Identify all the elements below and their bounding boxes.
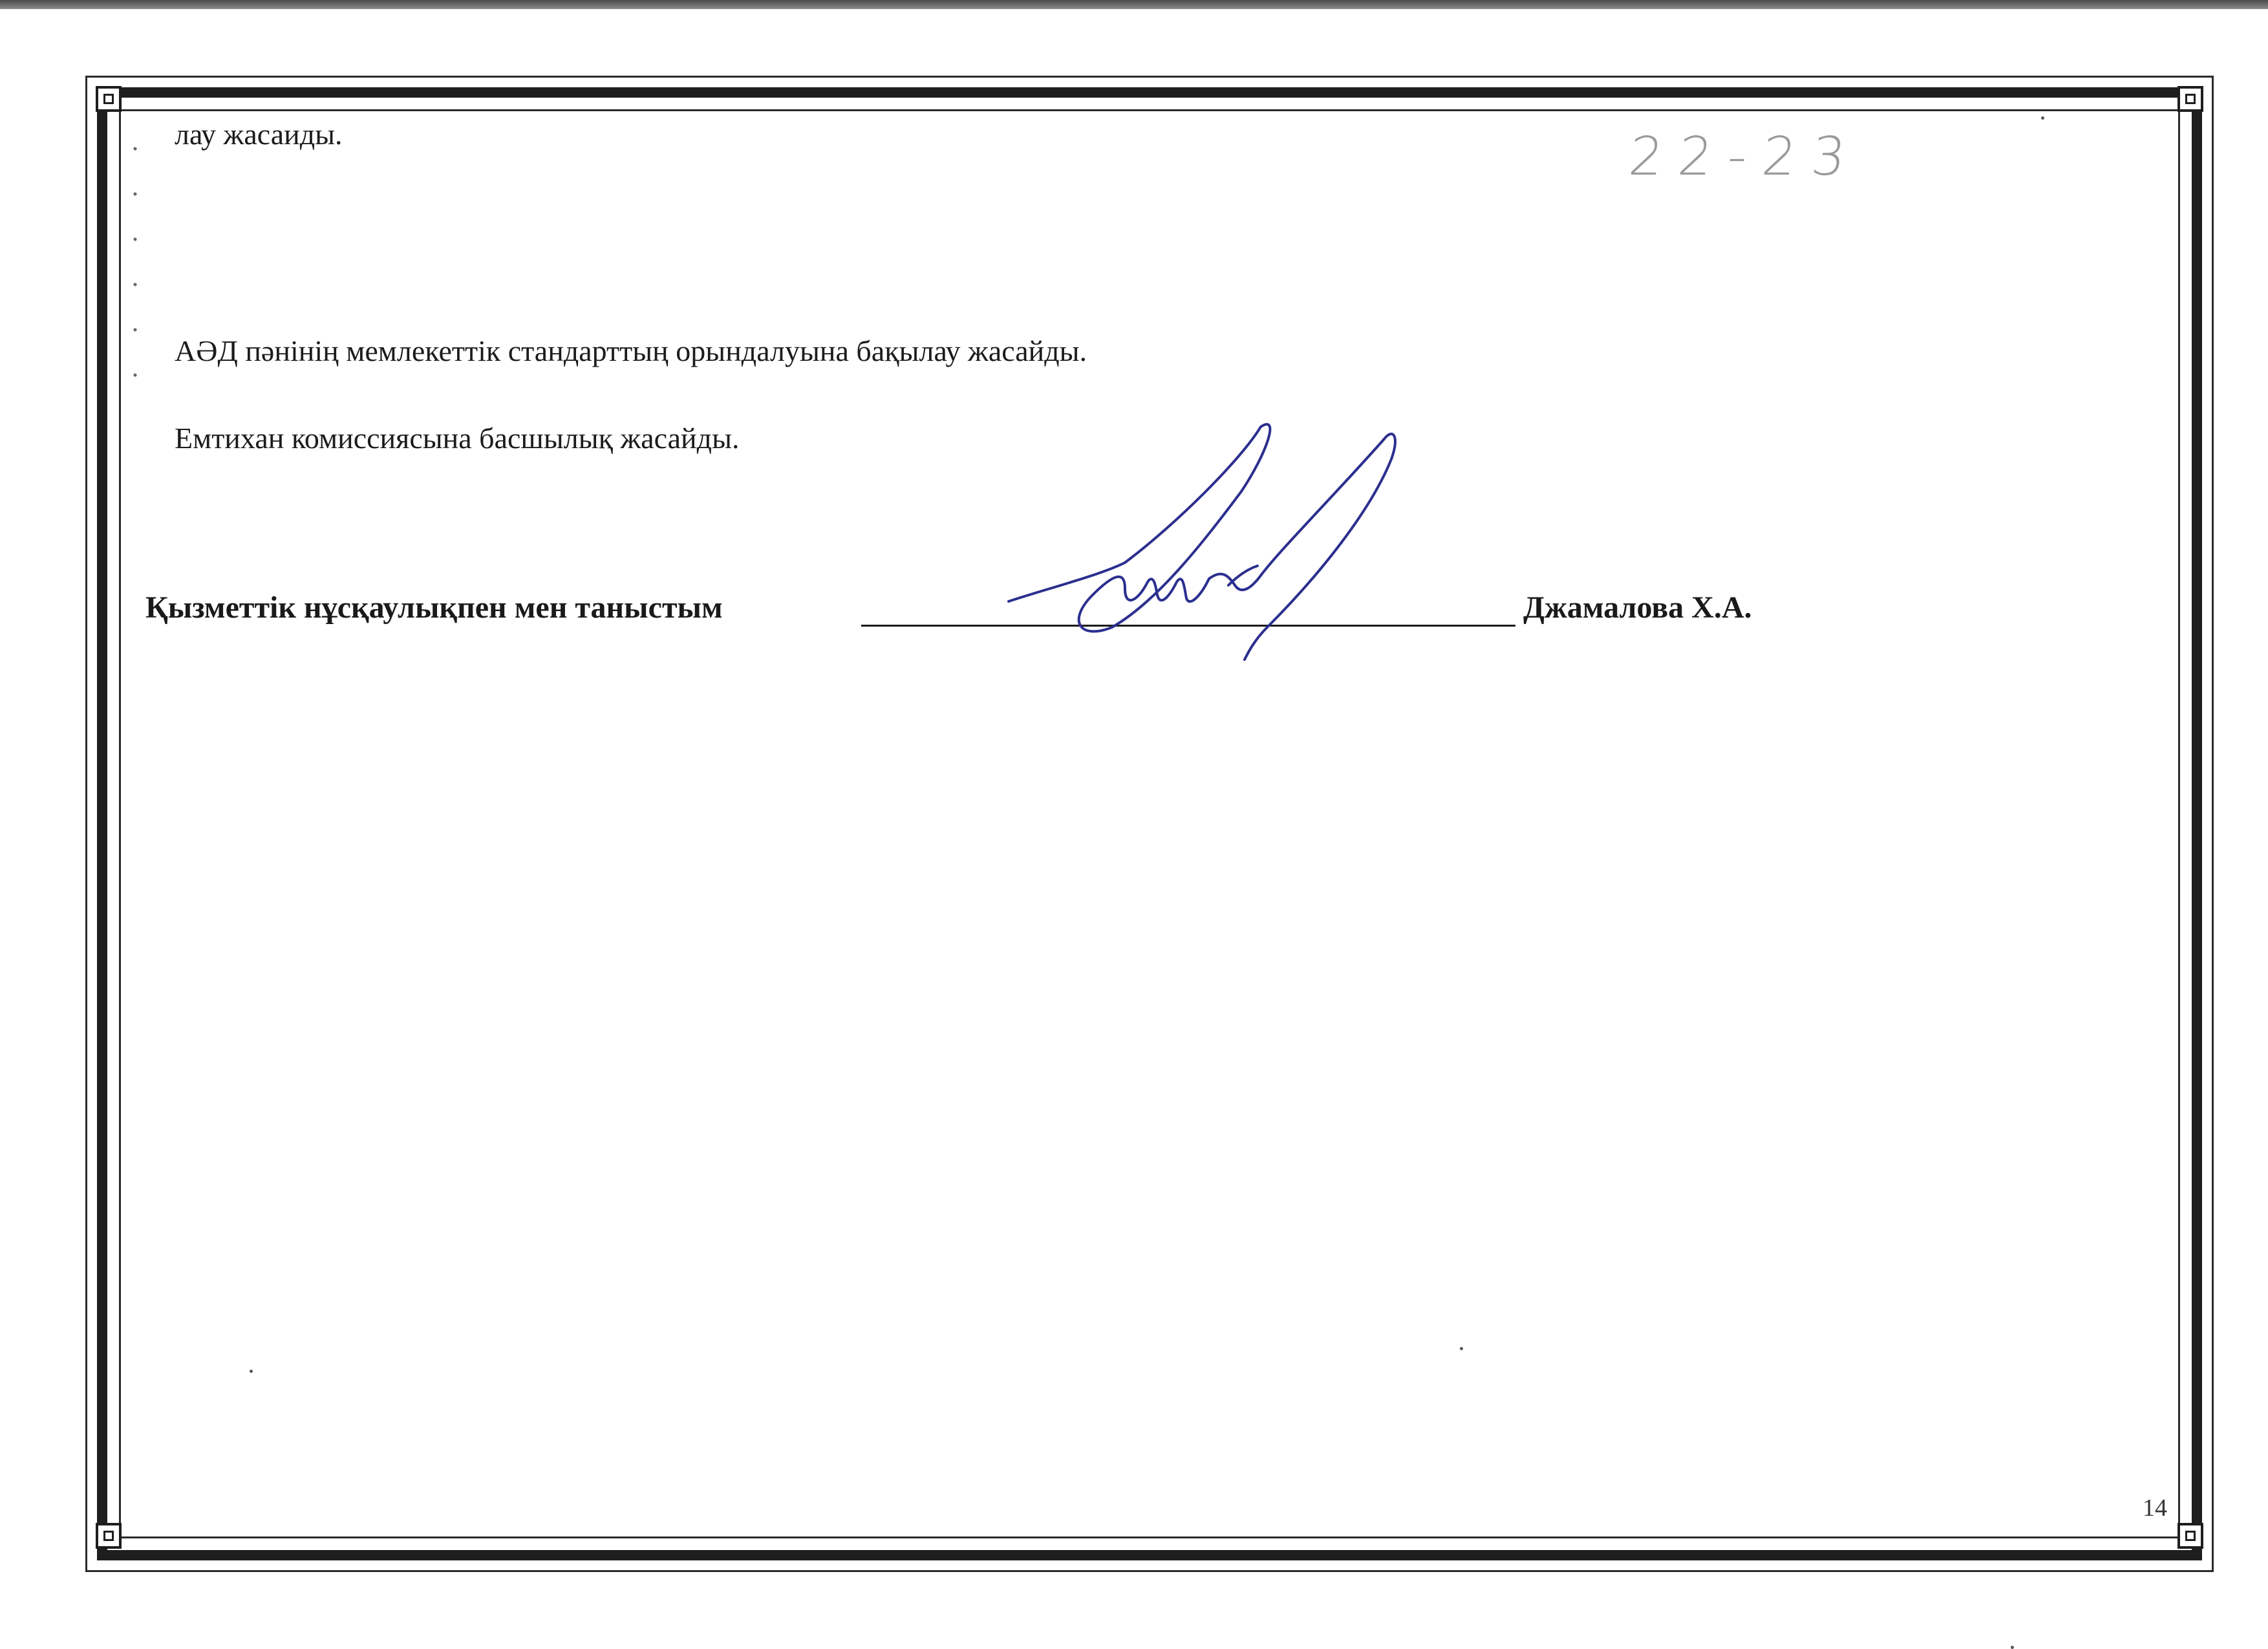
signer-name: Джамалова Х.А. (1523, 590, 1752, 625)
scan-speck (2011, 1646, 2014, 1649)
scan-edge (0, 0, 2268, 9)
duty-line-1: лау жасаиды. (175, 118, 343, 151)
scan-speck (250, 1370, 253, 1373)
frame-corner-ornament (96, 1523, 122, 1549)
frame-corner-ornament (2177, 86, 2203, 112)
duty-line-2: АӘД пәнінің мемлекеттік стандарттың орындалуына бақылау жасайды. (175, 334, 1087, 367)
page-frame-inner (119, 109, 2180, 1538)
handwritten-signature (996, 414, 1422, 666)
page-number: 14 (2143, 1494, 2167, 1522)
handwritten-pencil-note: 22-23 (1626, 126, 1865, 188)
scan-speck (1460, 1347, 1463, 1350)
frame-corner-ornament (2177, 1523, 2203, 1549)
frame-corner-ornament (96, 86, 122, 112)
duty-line-3: Емтихан комиссиясына басшылық жасайды. (175, 422, 740, 455)
scan-speck (2041, 116, 2044, 120)
acknowledgement-label: Қызметтік нұсқаулықпен мен таныстым (145, 590, 723, 625)
margin-dots (133, 126, 138, 404)
